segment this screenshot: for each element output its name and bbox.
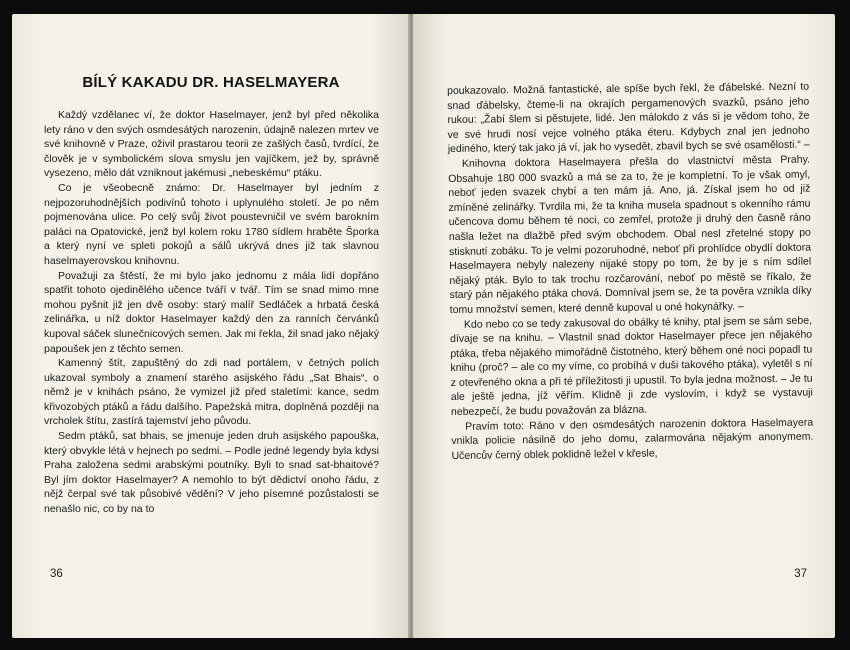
right-page (413, 14, 835, 638)
paragraph: Pravím toto: Ráno v den osmdesátých narozenin doktora Haselmayera vnikla policie násilně do jeho domu, zalarmována nějakým anonymem. Učencův černý oblek poklidně ležel v křesle, (451, 416, 814, 462)
paragraph: poukazovalo. Možná fantastické, ale spíše bych řekl, že ďábelské. Nezní to snad ďábelsky, čteme-li na okrajích pergamenových svazků, psáno jeho rukou: „Žabí šlem si pěstujete, lidé. Jen málokdo z vás si je vědom toho, že ve své hrudi nosí vejce volného ptáka éteru. Kdybych znal jen jednoho jediného, který tak jako já ví, jak ho vysedět, zbavil bych se své osamělosti.“ – (447, 80, 810, 156)
paragraph: Knihovna doktora Haselmayera přešla do vlastnictví města Prahy. Obsahuje 180 000 svazků a má se za to, že je kompletní. To je však omyl, neboť jeden svazek chybí a ten mám já. Ano, já. Získal jsem ho od již zmíněné zelinářky. Tvrdila mi, že ta kniha musela spadnout s okenního rámu učencova domu během té noci, co zemřel, protože ji druhý den časně ráno našla ležet na dlažbě před svým obchodem. Obal nesl zřetelné stopy po stisknutí zobáku. To je velmi pozoruhodné, neboť při prohlídce obydlí doktora Haselmayera nebyly nalezeny nijaké stopy po tom, že by je s ním sdílel nějaký pták. Bylo to tak trochu rozčarování, neboť po městě se říkalo, že starý pán nějakého ptáka chová. Domníval jsem se, že ta pověra vznikla díky tomu množství semen, které denně kupoval u oné hokynářky. – (448, 153, 812, 316)
paragraph: Považuji za štěstí, že mi bylo jako jednomu z mála lidí dopřáno spatřit tohoto ojedinělého učence tváří v tvář. Tím se snad mimo mne mohou pyšnit již jen dvě osoby: starý malíř Sedláček a hrbatá česká zelinářka, u níž doktor Haselmayer každý den za ranních červánků kupoval sáček slunečnicových semen. Jak mi řekla, žil snad jako nějaký papoušek jen z těchto semen. (44, 269, 379, 355)
right-page-text (447, 80, 814, 464)
page-number-right: 37 (794, 568, 807, 580)
paragraph: Sedm ptáků, sat bhais, se jmenuje jeden druh asijského papouška, který obvykle létá v hejnech po sedmi. – Podle jedné legendy byla kdysi Praha založena sedmi arabskými poutníky. Byli to snad sat-bhaitové? Byl jím doktor Haselmayer? A nemohlo to být dědictví onoho řádu, z nějž čerpal své tak působivé vědění? V jeho písemné pozůstalosti se nenašlo nic, co by na to (44, 430, 379, 516)
left-page (12, 14, 410, 638)
paragraph: Kamenný štít, zapuštěný do zdi nad portálem, v četných polích ukazoval symboly a znamení starého asijského řádu „Sat Bhais“, o němž je v knihách psáno, že vymizel již před staletími: kance, sedm křivozobých ptáků a řádu dalšího. Papežská mitra, doplněná později na vrcholek štítu, zastírá tajemství jeho původu. (44, 357, 379, 428)
left-page-text (44, 108, 379, 517)
paragraph: Kdo nebo co se tedy zakusoval do obálky té knihy, ptal jsem se sám sebe, dívaje se na knihu. – Vlastnil snad doktor Haselmayer přece jen nějakého ptáka, třeba nějakého mimořádně čistotného, který během oné noci popadl tu knihu (proč? – ale co my víme, co probíhá v duši takového ptáka), vyletěl s ní z otevřeného okna a při té příležitosti ji upustil. To byla jedna možnost. – Je tu ale ještě jedna, jíž věřím. Klidně ji zde vyslovím, i když se vystavuji nebezpečí, že budu považován za blázna. (450, 314, 813, 419)
chapter-title: BÍLÝ KAKADU DR. HASELMAYERA (82, 74, 340, 91)
paragraph: Každý vzdělanec ví, že doktor Haselmayer, jenž byl před několika lety ráno v den svých osmdesátých narozenin, údajně nalezen mrtev ve své knihovně v Praze, oživil prastarou teorii ze zašlých časů, tvrdící, že člověk je v symbolickém slova smyslu jen vajíčkem, jež by, správně vysezeno, mělo dát vzniknout jakémusi „nebeskému“ ptáku. (44, 109, 379, 180)
paragraph: Co je všeobecně známo: Dr. Haselmayer byl jedním z nejpozoruhodnějších podivínů tohoto i uplynulého století. Je po něm pojmenována ulice. Po celý svůj život poustevničil ve svém barokním paláci na Opatovické, jenž byl kolem roku 1780 sídlem hraběte Šporka a který nyní ve spleti pokojů a sálů ukrývá dnes již tak slavnou haselmayerovskou knihovnu. (44, 181, 379, 267)
page-number-left: 36 (50, 568, 63, 580)
